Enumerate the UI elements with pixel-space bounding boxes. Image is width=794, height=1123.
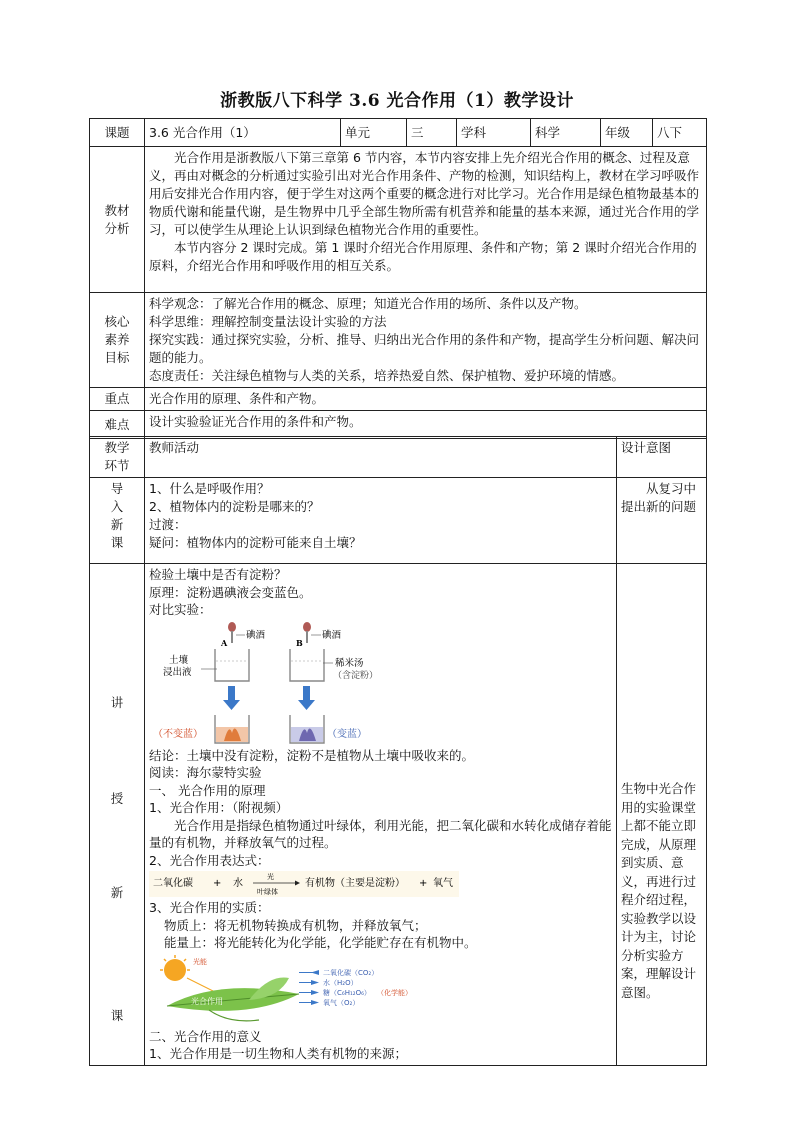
topic-value: 3.6 光合作用（1） xyxy=(145,119,341,147)
core-line: 态度责任：关注绿色植物与人类的关系，培养热爱自然、保护植物、爱护环境的情感。 xyxy=(149,368,625,383)
dropper-a-icon xyxy=(228,622,236,643)
section-heading: 二、光合作用的意义 xyxy=(149,1028,262,1044)
analysis-label: 教材 分析 xyxy=(90,147,145,293)
iodine-b-label: 碘酒 xyxy=(322,629,342,641)
down-arrow-icon xyxy=(298,686,315,710)
intro-intent: 从复习中提出新的问题 xyxy=(617,478,707,564)
core-content xyxy=(145,293,707,388)
rice-water-label: 稀米汤 xyxy=(335,657,364,669)
equation-chloroplast: 叶绿体 xyxy=(257,888,278,896)
starch-experiment-diagram xyxy=(149,621,409,745)
core-label: 核心 素养 目标 xyxy=(90,293,145,388)
subsection-heading: 1、光合作用：（附视频） xyxy=(149,800,289,815)
essence-line: 物质上：将无机物转换成有机物，并释放氧气； xyxy=(164,917,427,933)
teach-line: 对比实验： xyxy=(149,602,212,617)
difficult-value: 设计实验验证光合作用的条件和产物。 xyxy=(145,411,707,439)
core-line: 科学观念：了解光合作用的概念、原理；知道光合作用的场所、条件以及产物。 xyxy=(149,296,587,311)
info-table xyxy=(89,118,707,439)
teach-content xyxy=(145,564,617,1066)
equation-plus: + xyxy=(213,878,222,889)
grade-label: 年级 xyxy=(601,119,653,147)
stage-header: 教学 环节 xyxy=(90,437,145,478)
iodine-a-label: 碘酒 xyxy=(246,629,266,641)
process-table xyxy=(89,436,707,1066)
subject-value: 科学 xyxy=(531,119,601,147)
intent-header: 设计意图 xyxy=(617,437,707,478)
equation-water: 水 xyxy=(233,878,243,889)
teach-line: 原理：淀粉遇碘液会变蓝色。 xyxy=(149,584,312,600)
intro-line: 疑问：植物体内的淀粉可能来自土壤？ xyxy=(149,535,362,550)
grade-value: 八下 xyxy=(653,119,707,147)
definition-text: 光合作用是指绿色植物通过叶绿体，利用光能，把二氧化碳和水转化成储存着能量的有机物，并释放氧气的过程。 xyxy=(149,817,612,850)
soil-extract-label: 浸出液 xyxy=(163,666,192,678)
contains-starch-label: （含淀粉） xyxy=(333,670,379,681)
key-label: 重点 xyxy=(90,388,145,411)
equation-plus: + xyxy=(419,878,428,889)
intro-line: 1、什么是呼吸作用？ xyxy=(149,481,270,496)
dropper-b-icon xyxy=(303,622,311,643)
equation-light: 光 xyxy=(267,873,274,881)
teach-intent: 生物中光合作用的实验课堂上都不能立即完成，从原理到实质、意义，再进行过程介绍过程，实验教学以设计为主，讨论分析实验方案，理解设计意图。 xyxy=(617,564,707,1066)
intro-stage: 导 入 新 课 xyxy=(90,478,145,564)
down-arrow-icon xyxy=(223,686,240,710)
subsection-heading: 2、光合作用表达式： xyxy=(149,852,270,868)
intro-content xyxy=(145,478,617,564)
light-energy-label: 光能 xyxy=(193,957,207,966)
chemical-energy-label: （化学能） xyxy=(377,988,412,997)
difficult-label: 难点 xyxy=(90,411,145,439)
sun-icon xyxy=(160,955,190,981)
subsection-heading: 1、光合作用是一切生物和人类有机物的来源； xyxy=(149,1046,407,1061)
intro-line: 过渡： xyxy=(149,517,187,532)
unit-value: 三 xyxy=(407,119,457,147)
equation-organic: 有机物（主要是淀粉） xyxy=(305,878,405,889)
beaker-a-icon xyxy=(215,649,249,681)
photosynthesis-equation xyxy=(149,871,459,897)
oxygen-label: 氧气（O₂） xyxy=(323,998,360,1007)
teach-line: 检验土壤中是否有淀粉？ xyxy=(149,567,287,582)
reading-line: 阅读：海尔蒙特实验 xyxy=(149,765,262,780)
subject-label: 学科 xyxy=(457,119,531,147)
page-title: 浙教版八下科学 3.6 光合作用（1）教学设计 xyxy=(220,91,574,111)
core-line: 探究实践：通过探究实验，分析、推导、归纳出光合作用的条件和产物，提高学生分析问题、解决问题的能力。 xyxy=(149,332,700,365)
equation-co2: 二氧化碳 xyxy=(153,878,193,889)
beaker-b-icon xyxy=(290,649,324,681)
leaf-icon xyxy=(167,977,299,1020)
analysis-para-2: 本节内容分 2 课时完成。第 1 课时介绍光合作用原理、条件和产物；第 2 课时介绍光合作用的原料，介绍光合作用和呼吸作用的相互关系。 xyxy=(149,240,697,273)
conclusion-line: 结论：土壤中没有淀粉，淀粉不是植物从土壤中吸收来的。 xyxy=(149,747,475,763)
essence-line: 能量上：将光能转化为化学能，化学能贮存在有机物中。 xyxy=(164,935,477,950)
key-value: 光合作用的原理、条件和产物。 xyxy=(145,388,707,411)
equation-oxygen: 氧气 xyxy=(433,878,453,889)
topic-label: 课题 xyxy=(90,119,145,147)
analysis-para-1: 光合作用是浙教版八下第三章第 6 节内容，本节内容安排上先介绍光合作用的概念、过程及意义，再由对概念的分析通过实验引出对光合作用条件、产物的检测，知识结构上，教材在学习呼吸作用后安排光合作用内容，便于学生对这两个重要的概念进行对比学习。光合作用是绿色植物最基本的物质代谢和能量代谢，是生物界中几乎全部生物所需有机营养和能量的基本来源，通过光合作用的学习，可以使学生从理论上认识到绿色植物光合作用的重要性。 xyxy=(149,150,700,237)
core-line: 科学思维：理解控制变量法设计实验的方法 xyxy=(149,314,387,329)
beaker-a-label: A xyxy=(221,637,228,648)
soil-label: 土壤 xyxy=(169,654,189,666)
unit-label: 单元 xyxy=(341,119,407,147)
turns-blue-label: （变蓝） xyxy=(327,728,367,740)
section-heading: 一、 光合作用的原理 xyxy=(149,782,266,798)
beaker-b-label: B xyxy=(296,637,303,648)
water-label: 水（H₂O） xyxy=(323,978,358,987)
co2-label: 二氧化碳（CO₂） xyxy=(323,968,379,977)
leaf-label: 光合作用 xyxy=(191,996,223,1006)
sugar-label: 糖（C₆H₁₂O₆） xyxy=(323,988,371,997)
teach-stage: 讲 授 新 课 xyxy=(90,564,145,1066)
analysis-content xyxy=(145,147,707,293)
subsection-heading: 3、光合作用的实质： xyxy=(149,900,270,915)
intro-line: 2、植物体内的淀粉是哪来的？ xyxy=(149,499,320,514)
activity-header: 教师活动 xyxy=(145,437,617,478)
no-change-label: （不变蓝） xyxy=(153,728,203,740)
leaf-photosynthesis-diagram xyxy=(149,954,419,1026)
